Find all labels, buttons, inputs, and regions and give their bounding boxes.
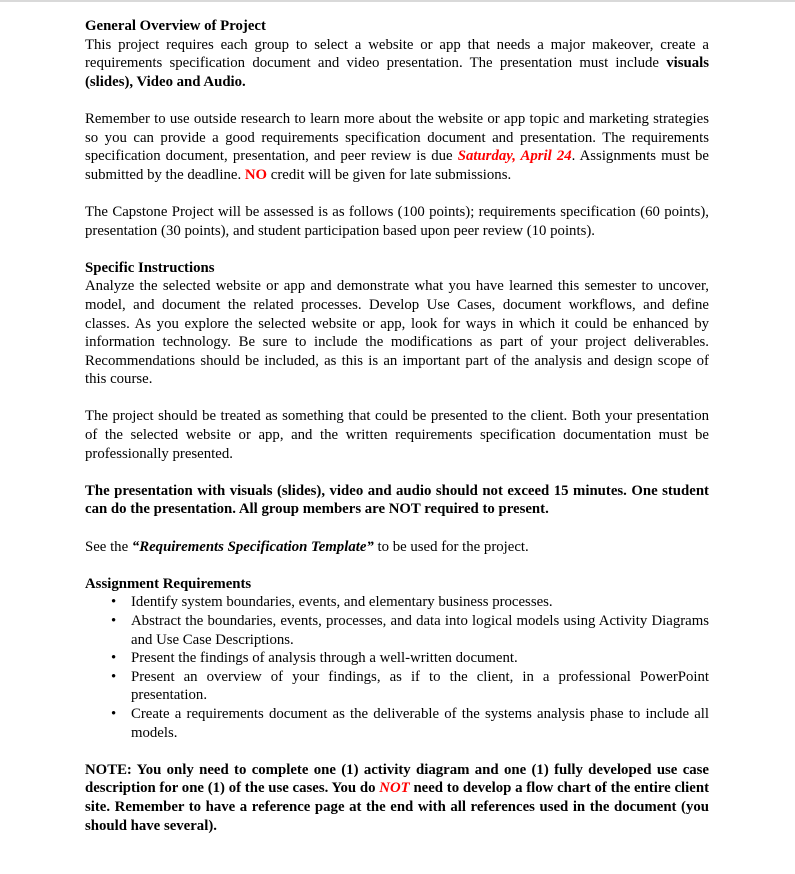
bullet-icon: • — [111, 705, 117, 722]
template-reference-paragraph — [85, 538, 709, 557]
list-item-text: Present an overview of your findings, as if to the client, in a professional PowerPoint presentation. — [131, 668, 709, 704]
template-name: “Requirements Specification Template” — [131, 538, 374, 555]
list-item — [85, 612, 709, 649]
list-item-text: Abstract the boundaries, events, processes, and data into logical models using Activity Diagrams and Use Case Descriptions. — [131, 613, 709, 648]
template-text-a: See the — [85, 538, 132, 555]
template-text-b: to be used for the project. — [373, 538, 529, 555]
note-paragraph — [85, 761, 709, 835]
list-item — [85, 668, 709, 705]
overview-p1-text: This project requires each group to select a website or app that needs a major makeover, create a requirements specification document and video presentation. The presentation must include — [85, 36, 709, 72]
no-credit-emphasis: NO — [244, 166, 268, 183]
section-heading-overview: General Overview of Project — [85, 18, 266, 34]
presentation-limit-paragraph: The presentation with visuals (slides), video and audio should not exceed 15 minutes. One student can do the presentation. All group members are NOT required to present. — [85, 482, 709, 518]
due-date: Saturday, April 24 — [457, 148, 572, 165]
bullet-icon: • — [111, 613, 117, 629]
bullet-icon: • — [111, 668, 117, 685]
bullet-icon: • — [111, 594, 117, 611]
overview-p1-bold: visuals (slides), Video and Audio. — [85, 55, 709, 90]
overview-paragraph-2 — [85, 110, 709, 184]
list-item — [85, 705, 709, 742]
list-item — [85, 649, 709, 668]
section-heading-requirements: Assignment Requirements — [85, 575, 252, 592]
list-item-text: Identify system boundaries, events, and elementary business processes. — [131, 594, 553, 611]
overview-p2-text-b: . Assignments must be submitted by the deadline. — [85, 148, 709, 183]
note-text-a: NOTE: You only need to complete one (1) activity diagram and one (1) fully developed use case description for one (1) of the use cases. You do — [85, 761, 709, 797]
section-heading-specific: Specific Instructions — [85, 259, 215, 276]
list-item-text: Present the findings of analysis through a well-written document. — [131, 650, 518, 667]
list-item — [85, 593, 709, 612]
overview-p2-text-c: credit will be given for late submissions. — [267, 166, 512, 183]
overview-p2-text-a: Remember to use outside research to learn more about the website or app topic and marketing strategies so you can provide a good requirements specification document and presentation. The requirements specification document, presentation, and peer review is due — [85, 110, 709, 165]
bullet-icon: • — [111, 650, 117, 667]
overview-paragraph-3: The Capstone Project will be assessed is as follows (100 points); requirements specification (60 points), presentation (30 points), and student participation based upon peer review (10 points). — [85, 203, 709, 239]
list-item-text: Create a requirements document as the deliverable of the systems analysis phase to include all models. — [131, 705, 709, 741]
not-emphasis: NOT — [379, 780, 410, 797]
requirements-list — [85, 593, 709, 742]
specific-paragraph-2: The project should be treated as something that could be presented to the client. Both your presentation of the selected website or app, and the written requirements specification documentation must be professionally presented. — [85, 408, 709, 462]
overview-paragraph-1 — [85, 36, 709, 92]
note-text-b: need to develop a flow chart of the entire client site. Remember to have a reference page at the end with all references used in the document (you should have several). — [85, 780, 709, 834]
specific-paragraph-1: Analyze the selected website or app and demonstrate what you have learned this semester to uncover, model, and document the related processes. Develop Use Cases, document workflows, and define classes. As you explore the selected website or app, look for ways in which it could be enhanced by information technology. Be sure to include the modifications as part of your project deliverables. Recommendations should be included, as this is an important part of the analysis and design scope of this course. — [85, 278, 709, 388]
